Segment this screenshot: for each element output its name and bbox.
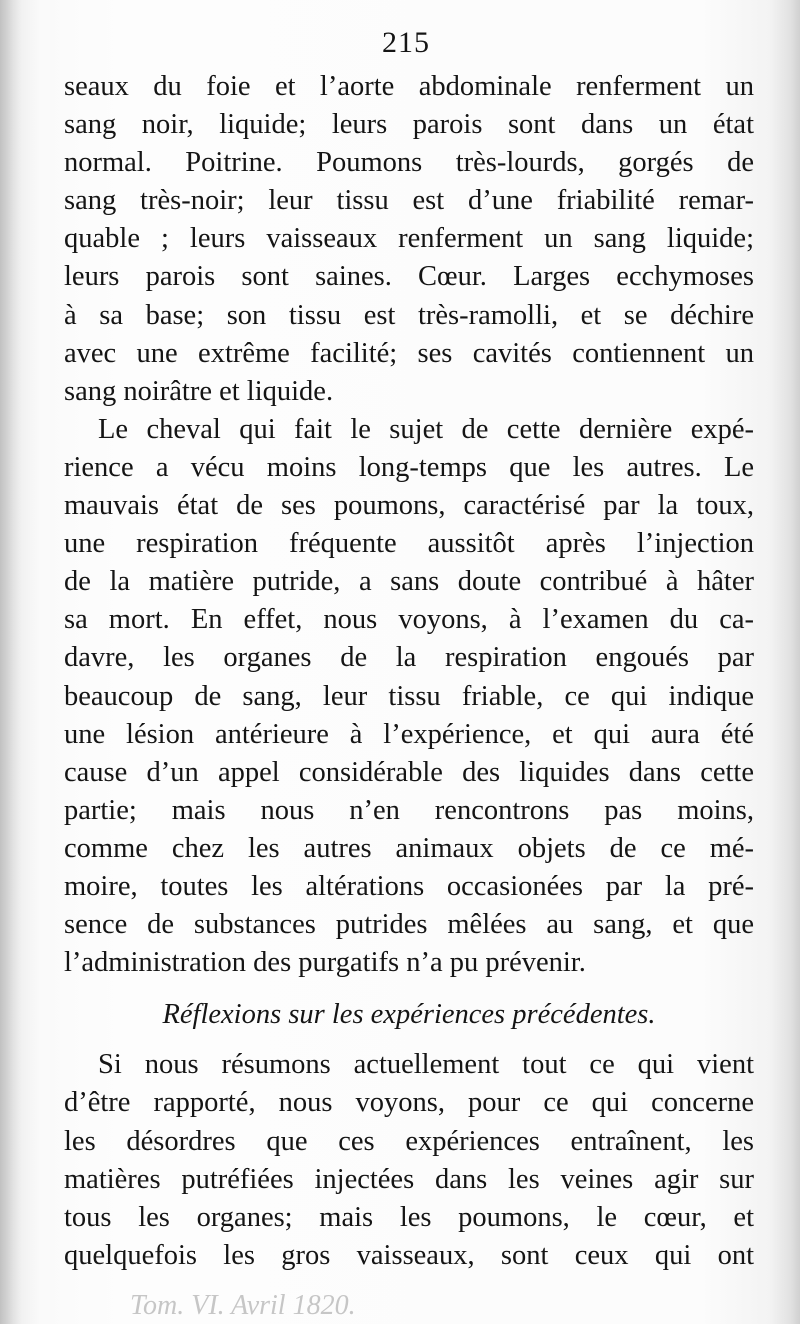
text-line: à sa base; son tissu est très-ramolli, et se déchire [64,299,754,331]
text-line: de la matière putride, a sans doute contribué à hâter [64,566,754,598]
text-line: une respiration fréquente aussitôt après l’injection [64,528,754,560]
text-line: mauvais état de ses poumons, caractérisé par la toux, [64,490,754,522]
text-line: sa mort. En effet, nous voyons, à l’examen du ca- [64,604,754,636]
text-line: les désordres que ces expériences entraînent, les [64,1125,754,1157]
paragraphs-after-heading [64,1046,754,1275]
spine-shadow [0,0,22,1324]
text-line: quable ; leurs vaisseaux renferment un sang liquide; [64,223,754,255]
text-line: rience a vécu moins long-temps que les autres. Le [64,451,754,483]
text-line: sang noir, liquide; leurs parois sont dans un état [64,109,754,141]
text-line: davre, les organes de la respiration engoués par [64,642,754,674]
page-number: 215 [382,26,430,59]
text-line: avec une extrême facilité; ses cavités contiennent un [64,337,754,369]
section-heading: Réflexions sur les expériences précédentes. [162,999,656,1031]
text-line: d’être rapporté, nous voyons, pour ce qui concerne [64,1087,754,1119]
text-line: Si nous résumons actuellement tout ce qui vient [98,1049,754,1081]
text-line: une lésion antérieure à l’expérience, et qui aura été [64,718,754,750]
text-line: tous les organes; mais les poumons, le cœur, et [64,1201,754,1233]
text-line: matières putréfiées injectées dans les veines agir sur [64,1163,754,1195]
text-line: quelquefois les gros vaisseaux, sont ceux qui ont [64,1239,754,1271]
paragraphs-before-heading [64,68,754,982]
text-line: beaucoup de sang, leur tissu friable, ce qui indique [64,680,754,712]
text-line: moire, toutes les altérations occasionées par la pré- [64,870,754,902]
text-line: normal. Poitrine. Poumons très-lourds, gorgés de [64,147,754,179]
text-line: sang noirâtre et liquide. [64,375,334,407]
text-line: sang très-noir; leur tissu est d’une friabilité remar- [64,185,754,217]
text-line: Le cheval qui fait le sujet de cette dernière expé- [98,413,754,445]
text-line: seaux du foie et l’aorte abdominale renferment un [64,71,754,102]
text-line: sence de substances putrides mêlées au sang, et que [64,909,754,941]
body-text [64,68,754,1275]
text-line: comme chez les autres animaux objets de ce mé- [64,832,754,864]
text-line: leurs parois sont saines. Cœur. Larges ecchymoses [64,261,754,293]
text-line: partie; mais nous n’en rencontrons pas moins, [64,794,754,826]
text-line: cause d’un appel considérable des liquides dans cette [64,756,754,788]
text-line: l’administration des purgatifs n’a pu prévenir. [64,947,586,979]
bleed-through-footer: Tom. VI. Avril 1820. [130,1290,356,1321]
